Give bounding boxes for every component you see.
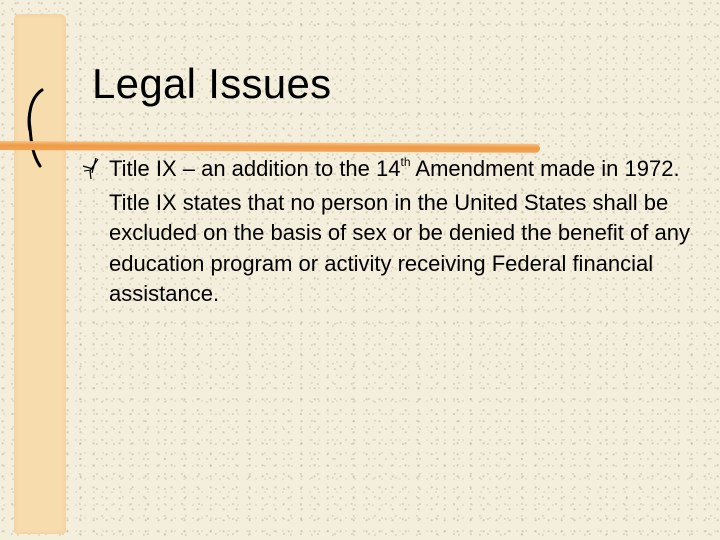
ordinal-superscript: th [400,155,411,169]
pen-nib-icon [80,157,102,181]
bracket-ornament-icon [18,88,48,168]
bullet-text [109,154,699,310]
title-underline-rule [0,141,540,153]
bullet-text-part-1: Title IX – an addition to the 14 [109,156,401,181]
bullet-text-part-2: Amendment made in 1972. Title IX states that no person in the United States shall be excluded on the basis of sex or be denied the benefit of any education program or activity receiving Federal financial assistance. [109,156,690,306]
slide-title: Legal Issues [92,60,332,107]
